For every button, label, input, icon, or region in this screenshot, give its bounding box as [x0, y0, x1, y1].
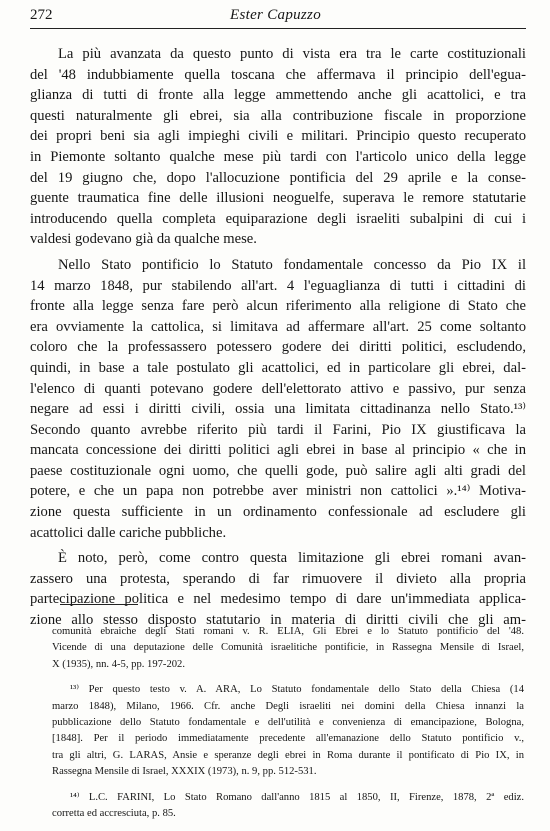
- footnote-line: Rassegna Mensile di Israel, XXXIX (1973), n. 9, pp. 512-531.: [52, 766, 317, 778]
- footnote-gap: [52, 673, 524, 682]
- text-line: mancata concessione dei diritti politici agli ebrei in base al principio « che in: [30, 442, 526, 459]
- footnote-line: marzo 1848), Milano, 1966. Cfr. anche Degli israeliti nei domini della Chiesa innanzi la: [52, 700, 524, 712]
- footnote: [52, 682, 524, 780]
- paragraph: [30, 44, 526, 250]
- text-line: zione allo stesso disposto statutario in materia di diritti civili che gli am-: [30, 612, 526, 629]
- text-line: fronte alla legge senza fare però alcun riferimento alla religione di Stato che: [30, 298, 526, 315]
- text-line: quindi, in base a tale postulato gli acattolici, ed in particolare gli ebrei, dal-: [30, 359, 526, 376]
- text-line: paese costituzionale ogni uomo, che quelli gode, può salire agli alti gradi del: [30, 462, 526, 479]
- footnote-gap: [52, 781, 524, 790]
- text-line: acattolici dalle cariche pubbliche.: [30, 524, 227, 541]
- text-line: era ovviamente la cattolica, si limitava ad affermare all'art. 25 come soltanto: [30, 318, 526, 335]
- text-line: negare ad essi i diritti civili, ossia una limitata cittadinanza nello Stato.¹³⁾: [30, 401, 526, 418]
- text-line: zassero una protesta, sperando di far rimuovere il divieto alla propria: [30, 570, 526, 587]
- page-header: [30, 4, 526, 29]
- text-line: coloro che la professassero potessero godere dei diritti politici, escludendo,: [30, 339, 526, 356]
- text-line: l'elenco di quanti potevano godere dell'elettorato attivo e passivo, pur senza: [30, 380, 526, 397]
- footnote-line: X (1935), nn. 4-5, pp. 197-202.: [52, 658, 185, 670]
- text-line: Secondo quanto avrebbe riferito più tardi il Farini, Pio IX giustificava la: [30, 421, 526, 438]
- footnote: [52, 790, 524, 823]
- footnote-divider: [60, 604, 138, 605]
- footnote-line: ¹⁴⁾ L.C. FARINI, Lo Stato Romano dall'anno 1815 al 1850, II, Firenze, 1878, 2ª ediz.: [70, 791, 524, 803]
- footnote-line: pubblicazione dello Statuto fondamentale e dell'utilità e convenienza di emancipazione, Bologna,: [52, 716, 524, 728]
- text-line: Nello Stato pontificio lo Statuto fondamentale concesso da Pio IX il: [58, 256, 526, 273]
- text-line: introducendo quella completa equiparazione degli israeliti subalpini di cui i: [30, 210, 526, 227]
- footnote-line: comunità ebraiche degli Stati romani v. R. ELIA, Gli Ebrei e lo Statuto pontificio del '48.: [52, 626, 524, 637]
- text-line: guente traumatica fine delle illusioni neoguelfe, superava le remore statutarie: [30, 190, 526, 207]
- text-line: in Piemonte soltanto qualche mese più tardi con l'articolo unico della legge: [30, 148, 526, 165]
- footnote-line: corretta ed accresciuta, p. 85.: [52, 807, 176, 819]
- text-line: La più avanzata da questo punto di vista era tra le carte costituzionali: [58, 46, 526, 62]
- paragraph: [30, 548, 526, 630]
- text-line: dei propri beni sia agli impieghi civili e militari. Principio questo recuperato: [30, 128, 526, 145]
- text-line: È noto, però, come contro questa limitazione gli ebrei romani avan-: [58, 550, 526, 567]
- footnote: [52, 624, 524, 673]
- text-line: zione questa sufficiente in un ordinamento confessionale ad escludere gli: [30, 504, 526, 521]
- text-line: partecipazione politica e nel medesimo tempo di dare un'immediata applica-: [30, 591, 526, 608]
- footnote-line: [1848]. Per il periodo immediatamente precedente all'emanazione dello Statuto pontificio v.,: [52, 733, 524, 745]
- footnotes: [52, 624, 524, 822]
- text-line: valdesi godevano già da qualche mese.: [30, 231, 257, 248]
- running-head: Ester Capuzzo: [230, 7, 321, 23]
- paragraph: [30, 255, 526, 543]
- text-line: glianza di tutti di fronte alla legge ammettendo anche gli acattolici, e tra: [30, 87, 526, 104]
- text-line: potere, e che un papa non potrebbe aver ministri non cattolici ».¹⁴⁾ Motiva-: [30, 483, 526, 500]
- text-line: del '48 indubbiamente quella toscana che affermava il principio dell'egua-: [30, 66, 526, 83]
- footnote-line: ¹³⁾ Per questo testo v. A. ARA, Lo Statuto fondamentale dello Stato della Chiesa (14: [70, 684, 524, 696]
- text-line: del 19 giugno che, dopo l'allocuzione pontificia del 29 aprile e la conse-: [30, 169, 526, 186]
- footnote-line: Vicende di una deputazione delle Comunità israelitiche pontificie, in Rassegna Mensile di Israel,: [52, 642, 524, 654]
- text-line: 14 marzo 1848, pur stabilendo all'art. 4 l'eguaglianza di tutti i cittadini di: [30, 277, 526, 294]
- body-text: [30, 44, 526, 631]
- footnote-line: tra gli altri, G. LARAS, Ansie e speranze degli ebrei in Roma durante il pontificato di Pio IX, in: [52, 749, 524, 761]
- page-number: 272: [30, 7, 53, 23]
- text-line: questi naturalmente gli ebrei, sia alla contribuzione fiscale in proporzione: [30, 107, 526, 124]
